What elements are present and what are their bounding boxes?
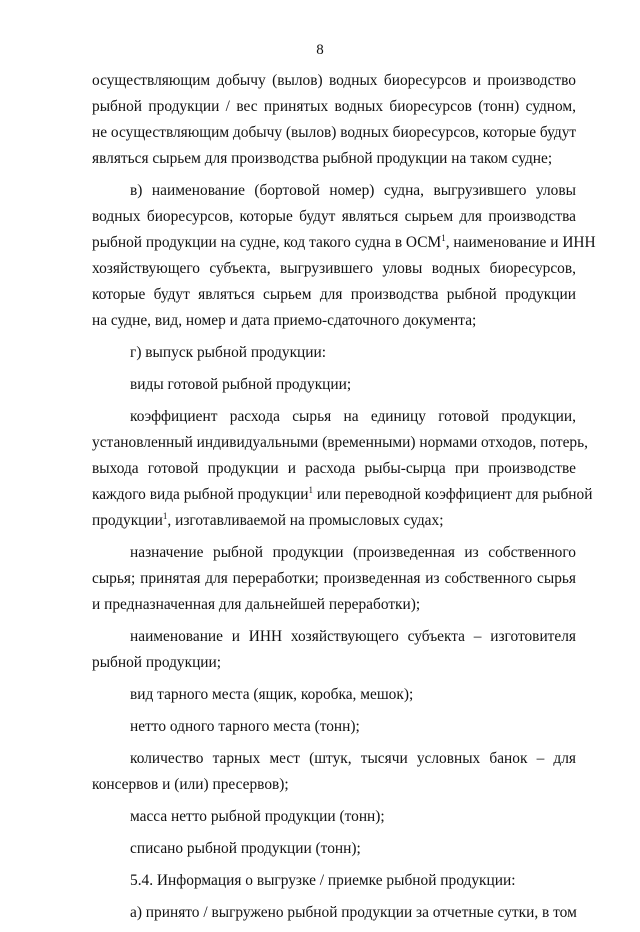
text-line: установленный индивидуальными (временными) нормами отходов, потерь,	[92, 434, 588, 451]
text-line: количество тарных мест (штук, тысячи условных банок – для	[130, 750, 576, 767]
paragraph-p-kol	[92, 746, 576, 798]
text-line: продукции$^1$, изготавливаемой на промысловых судах;	[92, 511, 444, 529]
paragraph-p-spis	[92, 836, 576, 862]
paragraph-p-nazn	[92, 540, 576, 618]
text-line: вид тарного места (ящик, коробка, мешок);	[130, 686, 414, 703]
text-line: каждого вида рыбной продукции$^1$ или переводной коэффициент для рыбной	[92, 485, 593, 503]
paragraph-p-koef	[92, 404, 593, 534]
paragraph-p-v	[92, 178, 596, 334]
text-line: в) наименование (бортовой номер) судна, выгрузившего уловы	[130, 182, 576, 199]
text-line: коэффициент расхода сырья на единицу готовой продукции,	[130, 408, 576, 425]
text-line: рыбной продукции;	[92, 654, 222, 671]
page-number: 8	[316, 42, 324, 58]
text-line: выхода готовой продукции и расхода рыбы-сырца при производстве	[92, 460, 576, 477]
text-line: являться сырьем для производства рыбной продукции на таком судне;	[92, 150, 553, 167]
text-line: масса нетто рыбной продукции (тонн);	[130, 808, 385, 825]
paragraph-p-inn	[92, 624, 576, 676]
text-line: и предназначенная для дальнейшей переработки);	[92, 596, 421, 613]
text-line: которые будут являться сырьем для производства рыбной продукции	[92, 286, 576, 303]
footnote-mark: 1	[162, 511, 168, 521]
paragraph-p-massa	[92, 804, 576, 830]
text-line: назначение рыбной продукции (произведенная из собственного	[130, 544, 576, 561]
footnote-mark: 1	[308, 485, 313, 495]
paragraph-p-54	[92, 868, 576, 894]
paragraph-p-netto1	[92, 714, 576, 740]
text-line: рыбной продукции / вес принятых водных биоресурсов (тонн) судном,	[92, 98, 576, 115]
document-body	[92, 68, 596, 932]
text-line: списано рыбной продукции (тонн);	[130, 840, 361, 857]
text-line: наименование и ИНН хозяйствующего субъекта – изготовителя	[130, 628, 576, 645]
text-line: г) выпуск рыбной продукции:	[130, 344, 327, 361]
paragraph-p-cont	[92, 68, 576, 172]
text-line: 5.4. Информация о выгрузке / приемке рыбной продукции:	[130, 872, 516, 889]
text-line: консервов и (или) пресервов);	[92, 776, 289, 793]
text-line: виды готовой рыбной продукции;	[130, 376, 352, 393]
text-line: сырья; принятая для переработки; произведенная из собственного сырья	[92, 570, 576, 587]
paragraph-p-g	[92, 340, 576, 366]
text-line: рыбной продукции на судне, код такого судна в ОСМ$^1$, наименование и ИНН	[92, 233, 596, 251]
footnote-mark: 1	[441, 233, 446, 243]
text-line: нетто одного тарного места (тонн);	[130, 718, 360, 735]
text-line: а) принято / выгружено рыбной продукции за отчетные сутки, в том	[130, 904, 577, 921]
paragraph-p-vidy	[92, 372, 576, 398]
text-line: не осуществляющим добычу (вылов) водных биоресурсов, которые будут	[92, 124, 577, 141]
text-line: осуществляющим добычу (вылов) водных биоресурсов и производство	[92, 72, 576, 89]
text-line: водных биоресурсов, которые будут являться сырьем для производства	[92, 208, 576, 225]
paragraph-p-tara	[92, 682, 576, 708]
paragraph-p-a	[92, 900, 576, 926]
text-line: на судне, вид, номер и дата приемо-сдаточного документа;	[92, 312, 477, 329]
text-line: хозяйствующего субъекта, выгрузившего уловы водных биоресурсов,	[92, 260, 576, 277]
